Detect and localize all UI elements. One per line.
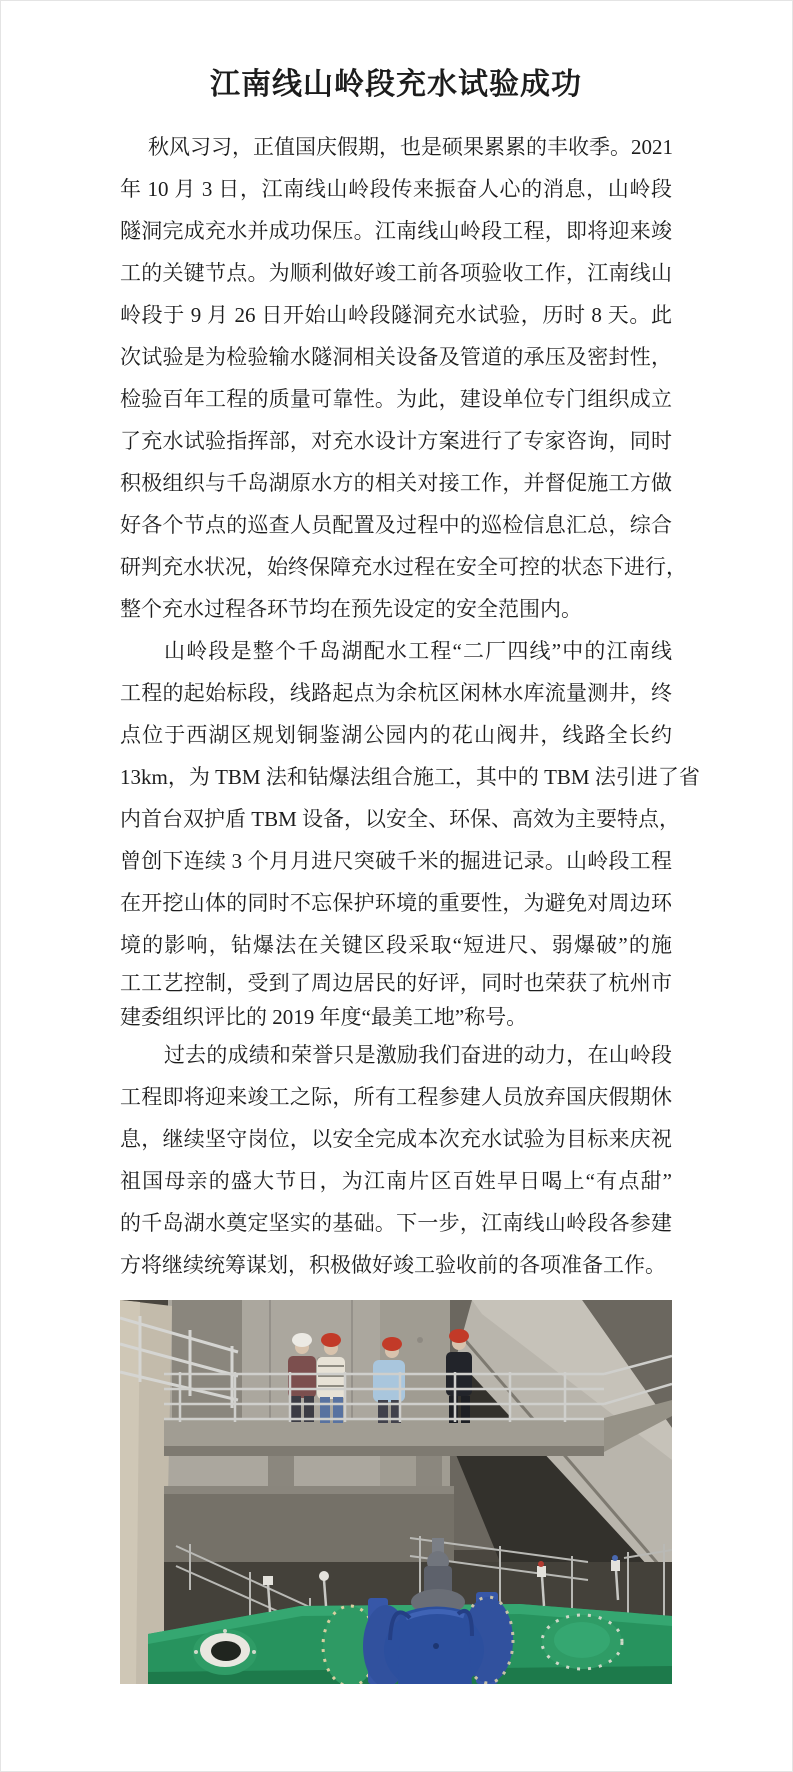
text-line: 隧洞完成充水并成功保压。江南线山岭段工程，即将迎来竣: [120, 219, 672, 243]
text-line: 了充水试验指挥部，对充水设计方案进行了专家咨询，同时: [120, 429, 672, 453]
text-line: 工程的起始标段，线路起点为余杭区闲林水库流量测井，终: [120, 681, 672, 705]
text-line: 工程即将迎来竣工之际，所有工程参建人员放弃国庆假期休: [120, 1085, 672, 1109]
text-line: 岭段于 9 月 26 日开始山岭段隧洞充水试验，历时 8 天。此: [120, 303, 672, 327]
article-title: 江南线山岭段充水试验成功: [210, 68, 582, 101]
text-line: 境的影响，钻爆法在关键区段采取“短进尺、弱爆破”的施: [120, 933, 672, 957]
paragraph-1: [120, 126, 687, 630]
text-line: 年 10 月 3 日，江南线山岭段传来振奋人心的消息，山岭段: [120, 177, 672, 201]
text-line: 研判充水状况，始终保障充水过程在安全可控的状态下进行，: [120, 555, 687, 579]
photo-left-port: [193, 1629, 257, 1675]
text-line: 山岭段是整个千岛湖配水工程“二厂四线”中的江南线: [164, 639, 672, 663]
text-line: 曾创下连续 3 个月月进尺突破千米的掘进记录。山岭段工程: [120, 849, 672, 873]
text-line: 整个充水过程各环节均在预先设定的安全范围内。: [120, 597, 582, 621]
text-line: 积极组织与千岛湖原水方的相关对接工作，并督促施工方做: [120, 471, 672, 495]
text-line: 的千岛湖水奠定坚实的基础。下一步，江南线山岭段各参建: [120, 1211, 672, 1235]
text-line: 祖国母亲的盛大节日，为江南片区百姓早日喝上“有点甜”: [120, 1169, 672, 1193]
text-line: 检验百年工程的质量可靠性。为此，建设单位专门组织成立: [120, 387, 672, 411]
text-line: 好各个节点的巡查人员配置及过程中的巡检信息汇总，综合: [120, 513, 672, 537]
text-line: 在开挖山体的同时不忘保护环境的重要性，为避免对周边环: [120, 891, 672, 915]
document-content: [120, 0, 700, 1684]
paragraph-3: [120, 1034, 672, 1286]
photo-right-flange: [542, 1615, 622, 1669]
text-line: 工的关键节点。为顺利做好竣工前各项验收工作，江南线山: [120, 261, 672, 285]
article-photo: [120, 1300, 672, 1684]
text-line: 方将继续统筹谋划，积极做好竣工验收前的各项准备工作。: [120, 1253, 666, 1277]
text-line: 工工艺控制，受到了周边居民的好评，同时也荣获了杭州市: [120, 971, 672, 995]
text-line: 过去的成绩和荣誉只是激励我们奋进的动力，在山岭段: [164, 1043, 672, 1067]
text-line: 内首台双护盾 TBM 设备，以安全、环保、高效为主要特点，: [120, 807, 681, 831]
paragraph-2: [120, 630, 700, 1034]
article-body: [120, 126, 700, 1286]
text-line: 次试验是为检验输水隧洞相关设备及管道的承压及密封性，: [120, 345, 672, 369]
text-line: 点位于西湖区规划铜鉴湖公园内的花山阀井，线路全长约: [120, 723, 672, 747]
text-line: 息，继续坚守岗位，以安全完成本次充水试验为目标来庆祝: [120, 1127, 672, 1151]
text-line: 秋风习习，正值国庆假期，也是硕果累累的丰收季。2021: [148, 135, 673, 159]
text-line: 13km，为 TBM 法和钻爆法组合施工，其中的 TBM 法引进了省: [120, 765, 700, 789]
text-line: 建委组织评比的 2019 年度“最美工地”称号。: [120, 1005, 528, 1029]
